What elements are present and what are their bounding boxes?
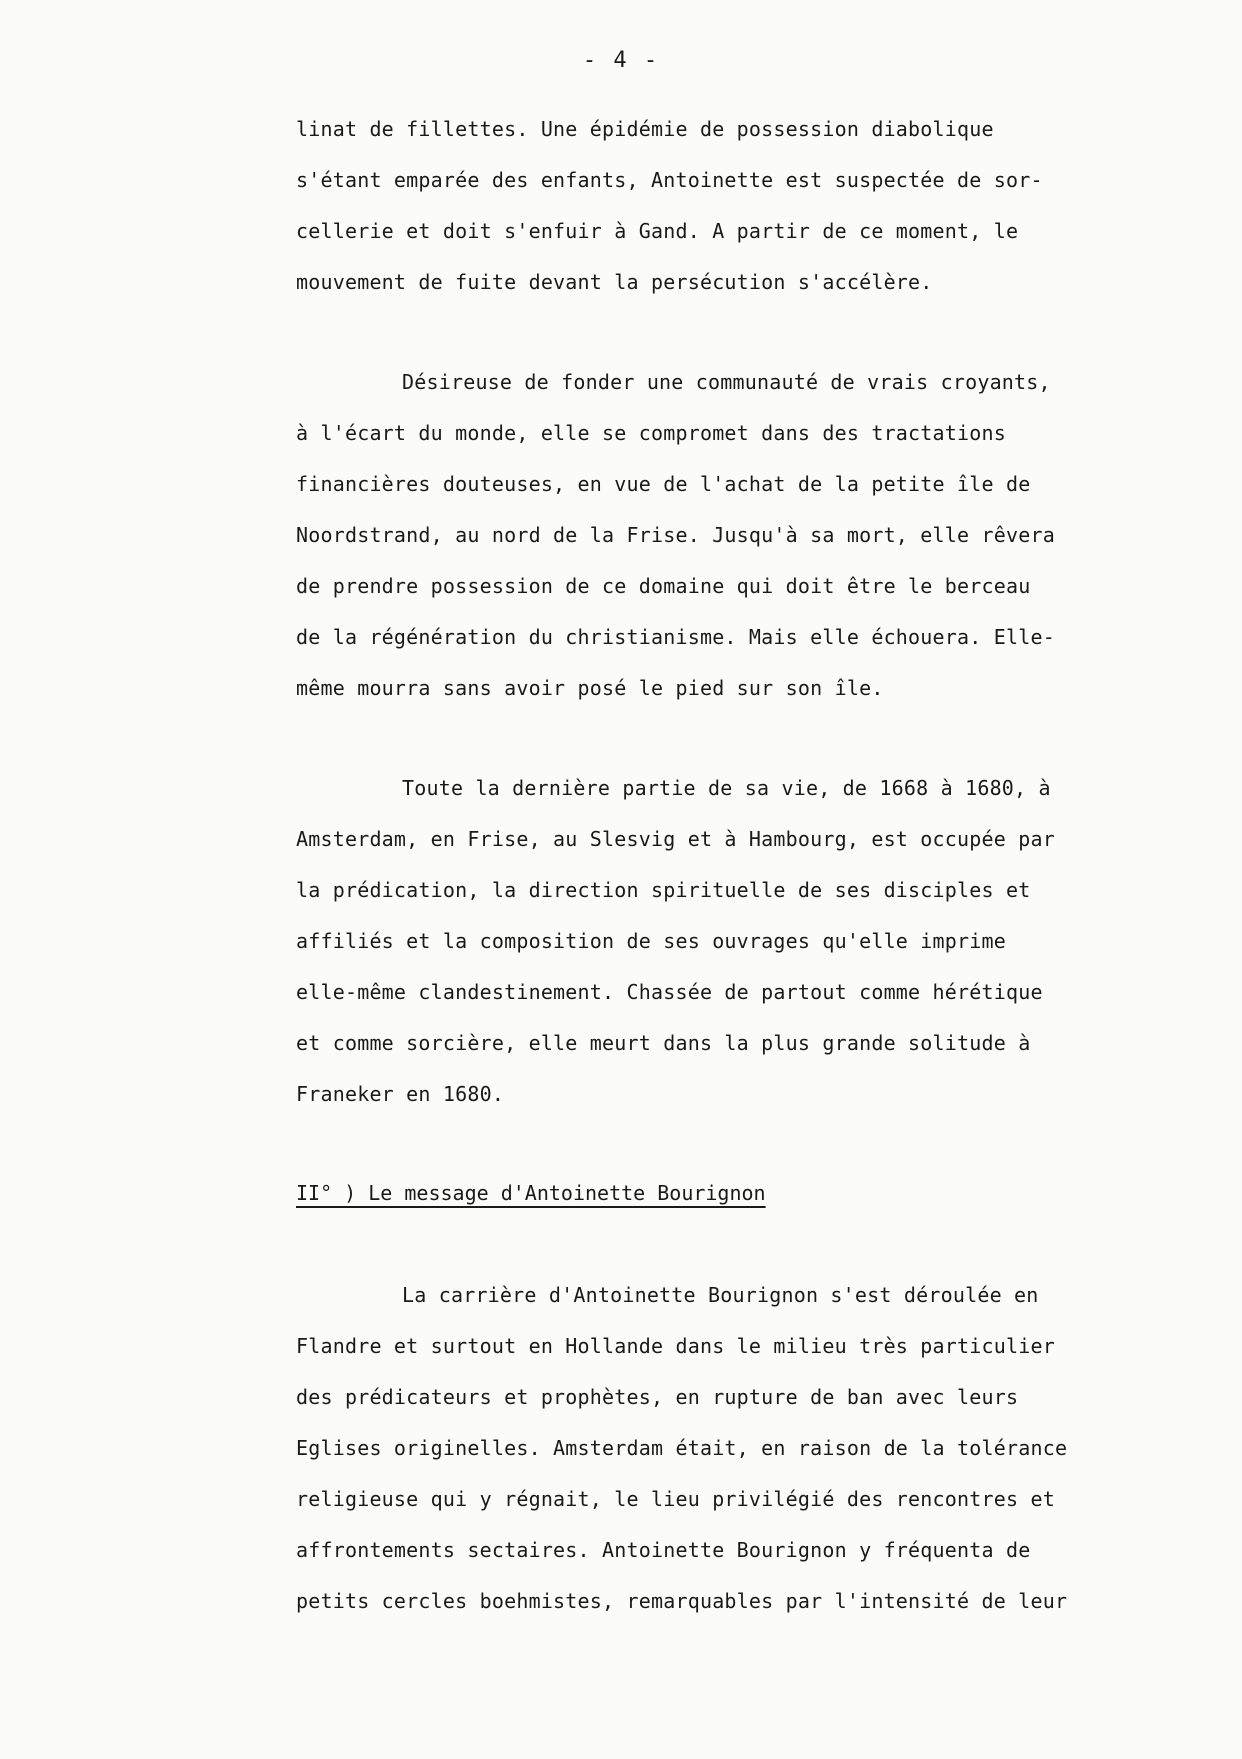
text-line: de prendre possession de ce domaine qui doit être le berceau (296, 574, 1031, 598)
text-line: cellerie et doit s'enfuir à Gand. A partir de ce moment, le (296, 219, 1019, 243)
text-line: mouvement de fuite devant la persécution s'accélère. (296, 270, 933, 294)
paragraph-3 (296, 763, 1126, 1120)
text-line: Eglises originelles. Amsterdam était, en raison de la tolérance (296, 1436, 1068, 1460)
text-line: même mourra sans avoir posé le pied sur son île. (296, 676, 884, 700)
text-line: financières douteuses, en vue de l'achat de la petite île de (296, 472, 1031, 496)
text-line: des prédicateurs et prophètes, en rupture de ban avec leurs (296, 1385, 1019, 1409)
text-line: linat de fillettes. Une épidémie de possession diabolique (296, 117, 994, 141)
paragraph-4 (296, 1270, 1126, 1627)
text-line: à l'écart du monde, elle se compromet dans des tractations (296, 421, 1006, 445)
text-line: la prédication, la direction spirituelle de ses disciples et (296, 878, 1031, 902)
paragraph-1 (296, 104, 1126, 308)
text-line: et comme sorcière, elle meurt dans la plus grande solitude à (296, 1031, 1031, 1055)
text-line: religieuse qui y régnait, le lieu privilégié des rencontres et (296, 1487, 1055, 1511)
text-line: Franeker en 1680. (296, 1082, 505, 1106)
text-line: s'étant emparée des enfants, Antoinette est suspectée de sor- (296, 168, 1043, 192)
section-heading: II° ) Le message d'Antoinette Bourignon (296, 1181, 766, 1205)
text-line: de la régénération du christianisme. Mais elle échouera. Elle- (296, 625, 1055, 649)
text-line: Désireuse de fonder une communauté de vrais croyants, (402, 370, 1051, 394)
text-line: elle-même clandestinement. Chassée de partout comme hérétique (296, 980, 1043, 1004)
text-line: affrontements sectaires. Antoinette Bourignon y fréquenta de (296, 1538, 1031, 1562)
text-line: Amsterdam, en Frise, au Slesvig et à Hambourg, est occupée par (296, 827, 1055, 851)
text-line: Noordstrand, au nord de la Frise. Jusqu'à sa mort, elle rêvera (296, 523, 1055, 547)
paragraph-2 (296, 357, 1126, 714)
text-line: La carrière d'Antoinette Bourignon s'est déroulée en (402, 1283, 1039, 1307)
page-number: - 4 - (582, 48, 660, 73)
text-line: Toute la dernière partie de sa vie, de 1668 à 1680, à (402, 776, 1051, 800)
text-line: Flandre et surtout en Hollande dans le milieu très particulier (296, 1334, 1055, 1358)
text-line: affiliés et la composition de ses ouvrages qu'elle imprime (296, 929, 1006, 953)
text-line: petits cercles boehmistes, remarquables par l'intensité de leur (296, 1589, 1068, 1613)
